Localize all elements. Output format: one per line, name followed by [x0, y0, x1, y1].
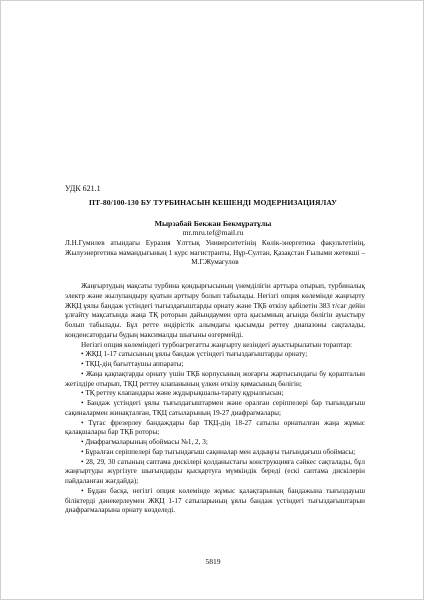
author-name: Мырзабай Бекжан Бекмұратұлы	[154, 219, 272, 228]
list-item: • Жаңа қақпақтарды орнату үшін ТҚБ корпусының жоғарғы жартысындағы бу қорапталын жетілдіре отырып, ТҚЦ реттеу клапанының үлкен өткізу қимасының бөлігін;	[65, 369, 365, 388]
list-item: • Тұтас фрезерлеу бандаждары бар ТҚЦ-дің 18-27 сатылы орнатылған жаңа жұмыс қалақшалары бар ТҚБ роторы;	[65, 418, 365, 437]
list-item: • Бандаж үстіндегі ұялы тығыздағыштармен және оралған серіппелері бар тығындағыш сақиналармен жинақталған, ТҚЦ сатыларының 19-27 диафрагмалары;	[65, 399, 365, 417]
udc-code: УДК 621.1	[65, 184, 101, 193]
paragraph: Негізгі опция көлеміндегі турбоагрегатты жаңғырту кезіндегі ауыстырылатын тораптар:	[81, 340, 353, 349]
list-item: • ТҚЦ-дің бағыттаушы аппараты;	[81, 360, 184, 368]
body-text	[65, 282, 365, 516]
paper-title: ПТ-80/100-130 БУ ТУРБИНАСЫН КЕШЕНДІ МОДЕРНИЗАЦИЯЛАУ	[89, 198, 337, 207]
list-item: • ТҚ реттеу клапандары және жұдырықшалы-тарату құрылғысын;	[81, 389, 284, 398]
list-item: • ЖҚЦ 1-17 сатысының ұялы бандаж үстіндегі тығыздағыштарды орнату;	[81, 350, 308, 359]
author-email: mr.mru.tef@mail.ru	[182, 228, 244, 237]
page-number: 5819	[205, 557, 221, 566]
author-affiliation: Л.Н.Гумилев атындағы Еуразия Ұлттық Университетінің Көлік-энергетика факультетінің, Жылуэнергетика мамандығының 1 курс магистранты, Нұр-Султан, Қазақстан Ғылыми жетекші – М.Г.Жумагулов	[65, 239, 365, 267]
list-item: • 28, 29, 30 сатының саптама дискілері қолданыстағы конструкцияға сәйкес сақталады, бұл жаңғыртуды жүргізуге шығындарды қысқартуға мүмкіндік береді (ескі саптама дискілерін пайдаланған жағдайда);	[65, 457, 365, 485]
list-item: • Диафрагмаларының обоймасы №1, 2, 3;	[81, 438, 208, 446]
list-item: • Бұралған серіппелері бар тығындағыш сақиналар мен алдыңғы тығындағыш обоймасы;	[81, 447, 356, 456]
paragraph: Жаңғыртудың мақсаты турбина қондырғысының үнемділігін арттыра отырып, турбиналық электр және жылуландыру қуатын арттыру болып табылады. Негізгі опция көлемінде жаңғырту ЖҚЦ ұялы бандаж үстіндегі тығыздағыштарды орнату және ТҚБ өткізу қабілетін 383 т/сағ дейін ұлғайту мақсатында жаңа ТҚ роторын дайындаумен орта қысымның ағында бөлігін ауыстыру болып табылады. Бұл ретте өндірістік алымдағы қысымды реттеу диапазоны сақталады, конденсатордағы будың максималды шығыны өзгермейді.	[65, 282, 365, 339]
list-item: • Бұдан басқа, негізгі опция көлемінде жұмыс қалақтарының бандажына тығыздауыш біліктерді дәнекерлеумен ЖҚЦ 1-17 сатыларының ұялы бандаж үстіндегі тығыздағыштарын диафрагмаларына орнату көзделеді.	[65, 486, 365, 515]
